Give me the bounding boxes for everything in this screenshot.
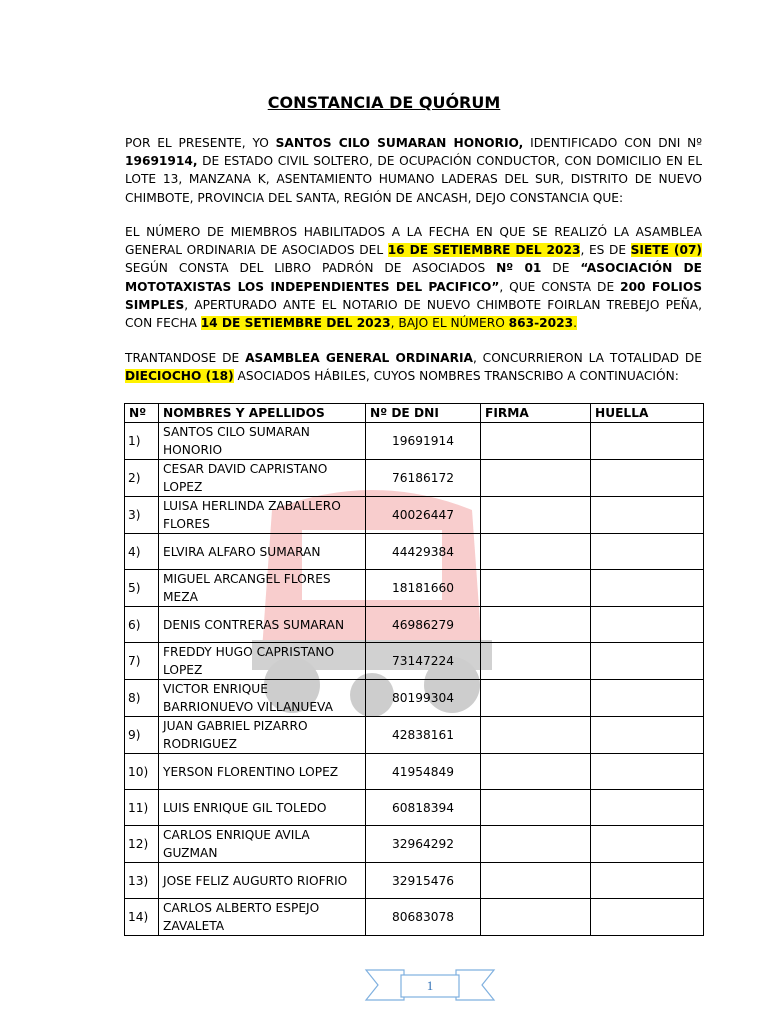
row-signature-cell: [481, 826, 591, 863]
table-row: [125, 460, 704, 497]
header-dni: Nº DE DNI: [366, 404, 481, 423]
header-signature: FIRMA: [481, 404, 591, 423]
table-row: [125, 534, 704, 570]
row-dni: 73147224: [366, 643, 481, 680]
row-name: CARLOS ALBERTO ESPEJO ZAVALETA: [159, 899, 366, 936]
row-dni: 19691914: [366, 423, 481, 460]
row-number: 14): [125, 899, 159, 936]
row-number: 13): [125, 863, 159, 899]
header-fingerprint: HUELLA: [591, 404, 704, 423]
row-signature-cell: [481, 423, 591, 460]
row-fingerprint-cell: [591, 899, 704, 936]
row-fingerprint-cell: [591, 754, 704, 790]
row-name: YERSON FLORENTINO LOPEZ: [159, 754, 366, 790]
row-dni: 32964292: [366, 826, 481, 863]
row-dni: 40026447: [366, 497, 481, 534]
row-fingerprint-cell: [591, 643, 704, 680]
row-dni: 18181660: [366, 570, 481, 607]
row-name: DENIS CONTRERAS SUMARAN: [159, 607, 366, 643]
row-number: 9): [125, 717, 159, 754]
row-signature-cell: [481, 534, 591, 570]
row-number: 10): [125, 754, 159, 790]
row-dni: 60818394: [366, 790, 481, 826]
association-name: “ASOCIACIÓN DE MOTOTAXISTAS LOS INDEPENDIENTES DEL PACIFICO”: [125, 261, 702, 294]
row-name: LUISA HERLINDA ZABALLERO FLORES: [159, 497, 366, 534]
row-number: 5): [125, 570, 159, 607]
row-fingerprint-cell: [591, 680, 704, 717]
row-name: FREDDY HUGO CAPRISTANO LOPEZ: [159, 643, 366, 680]
row-dni: 42838161: [366, 717, 481, 754]
folios-count: 200 FOLIOS SIMPLES: [125, 279, 702, 312]
row-signature-cell: [481, 460, 591, 497]
page-number: 1: [426, 978, 434, 993]
row-name: LUIS ENRIQUE GIL TOLEDO: [159, 790, 366, 826]
row-signature-cell: [481, 899, 591, 936]
row-signature-cell: [481, 863, 591, 899]
row-dni: 80683078: [366, 899, 481, 936]
row-name: SANTOS CILO SUMARAN HONORIO: [159, 423, 366, 460]
row-fingerprint-cell: [591, 534, 704, 570]
row-number: 4): [125, 534, 159, 570]
table-row: [125, 717, 704, 754]
row-number: 3): [125, 497, 159, 534]
row-fingerprint-cell: [591, 570, 704, 607]
header-name: NOMBRES Y APELLIDOS: [159, 404, 366, 423]
row-name: JOSE FELIZ AUGURTO RIOFRIO: [159, 863, 366, 899]
row-number: 2): [125, 460, 159, 497]
quorum-paragraph: EL NÚMERO DE MIEMBROS HABILITADOS A LA FECHA EN QUE SE REALIZÓ LA ASAMBLEA GENERAL ORDINARIA DE ASOCIADOS DEL 16 DE SETIEMBRE DEL 2023, ES DE SIETE (07) SEGÚN CONSTA DEL LIBRO PADRÓN DE ASOCIADOS Nº 01 DE “ASOCIACIÓN DE MOTOTAXISTAS LOS INDEPENDIENTES DEL PACIFICO”, QUE CONSTA DE 200 FOLIOS SIMPLES, APERTURADO ANTE EL NOTARIO DE NUEVO CHIMBOTE FOIRLAN TREBEJO PEÑA, CON FECHA 14 DE SETIEMBRE DEL 2023, BAJO EL NÚMERO 863-2023.: [125, 225, 702, 331]
row-name: ELVIRA ALFARO SUMARAN: [159, 534, 366, 570]
table-row: [125, 754, 704, 790]
table-header-row: [125, 404, 704, 423]
row-signature-cell: [481, 790, 591, 826]
row-signature-cell: [481, 643, 591, 680]
row-name: MIGUEL ARCANGEL FLORES MEZA: [159, 570, 366, 607]
row-fingerprint-cell: [591, 497, 704, 534]
table-row: [125, 899, 704, 936]
row-name: VICTOR ENRIQUE BARRIONUEVO VILLANUEVA: [159, 680, 366, 717]
row-number: 6): [125, 607, 159, 643]
row-fingerprint-cell: [591, 826, 704, 863]
registry-number: 863-2023: [508, 316, 574, 331]
notary-date: 14 DE SETIEMBRE DEL 2023: [200, 316, 391, 331]
table-row: [125, 570, 704, 607]
row-dni: 46986279: [366, 607, 481, 643]
row-name: JUAN GABRIEL PIZARRO RODRIGUEZ: [159, 717, 366, 754]
row-signature-cell: [481, 570, 591, 607]
row-dni: 44429384: [366, 534, 481, 570]
row-number: 11): [125, 790, 159, 826]
row-fingerprint-cell: [591, 790, 704, 826]
row-number: 12): [125, 826, 159, 863]
row-number: 7): [125, 643, 159, 680]
header-number: Nº: [125, 404, 159, 423]
row-signature-cell: [481, 680, 591, 717]
row-name: CESAR DAVID CAPRISTANO LOPEZ: [159, 460, 366, 497]
attendees-count: DIECIOCHO (18): [125, 369, 234, 384]
assembly-date: 16 DE SETIEMBRE DEL 2023: [387, 243, 581, 258]
intro-paragraph: POR EL PRESENTE, YO SANTOS CILO SUMARAN HONORIO, IDENTIFICADO CON DNI Nº 19691914, DE ESTADO CIVIL SOLTERO, DE OCUPACIÓN CONDUCTOR, CON DOMICILIO EN EL LOTE 13, MANZANA K, ASENTAMIENTO HUMANO LADERAS DEL SUR, DISTRITO DE NUEVO CHIMBOTE, PROVINCIA DEL SANTA, REGIÓN DE ANCASH, DEJO CONSTANCIA QUE:: [125, 136, 703, 205]
table-row: [125, 643, 704, 680]
row-fingerprint-cell: [591, 717, 704, 754]
row-dni: 76186172: [366, 460, 481, 497]
table-row: [125, 607, 704, 643]
row-name: CARLOS ENRIQUE AVILA GUZMAN: [159, 826, 366, 863]
table-row: [125, 826, 704, 863]
members-count: SIETE (07): [630, 243, 702, 258]
table-row: [125, 497, 704, 534]
declarant-dni: 19691914,: [125, 154, 198, 169]
table-row: [125, 863, 704, 899]
table-row: [125, 790, 704, 826]
row-signature-cell: [481, 607, 591, 643]
attendees-table: [124, 403, 704, 936]
row-fingerprint-cell: [591, 607, 704, 643]
book-number: Nº 01: [496, 261, 542, 276]
row-signature-cell: [481, 754, 591, 790]
row-fingerprint-cell: [591, 423, 704, 460]
assembly-type: ASAMBLEA GENERAL ORDINARIA: [245, 351, 473, 365]
row-fingerprint-cell: [591, 460, 704, 497]
row-dni: 32915476: [366, 863, 481, 899]
row-signature-cell: [481, 717, 591, 754]
document-title: CONSTANCIA DE QUÓRUM: [267, 93, 501, 112]
row-number: 1): [125, 423, 159, 460]
table-row: [125, 680, 704, 717]
attendance-paragraph: TRANTANDOSE DE ASAMBLEA GENERAL ORDINARIA, CONCURRIERON LA TOTALIDAD DE DIECIOCHO (18) ASOCIADOS HÁBILES, CUYOS NOMBRES TRANSCRIBO A CONTINUACIÓN:: [125, 351, 702, 384]
table-row: [125, 423, 704, 460]
row-fingerprint-cell: [591, 863, 704, 899]
row-signature-cell: [481, 497, 591, 534]
row-dni: 41954849: [366, 754, 481, 790]
declarant-name: SANTOS CILO SUMARAN HONORIO,: [275, 136, 524, 150]
row-number: 8): [125, 680, 159, 717]
row-dni: 80199304: [366, 680, 481, 717]
